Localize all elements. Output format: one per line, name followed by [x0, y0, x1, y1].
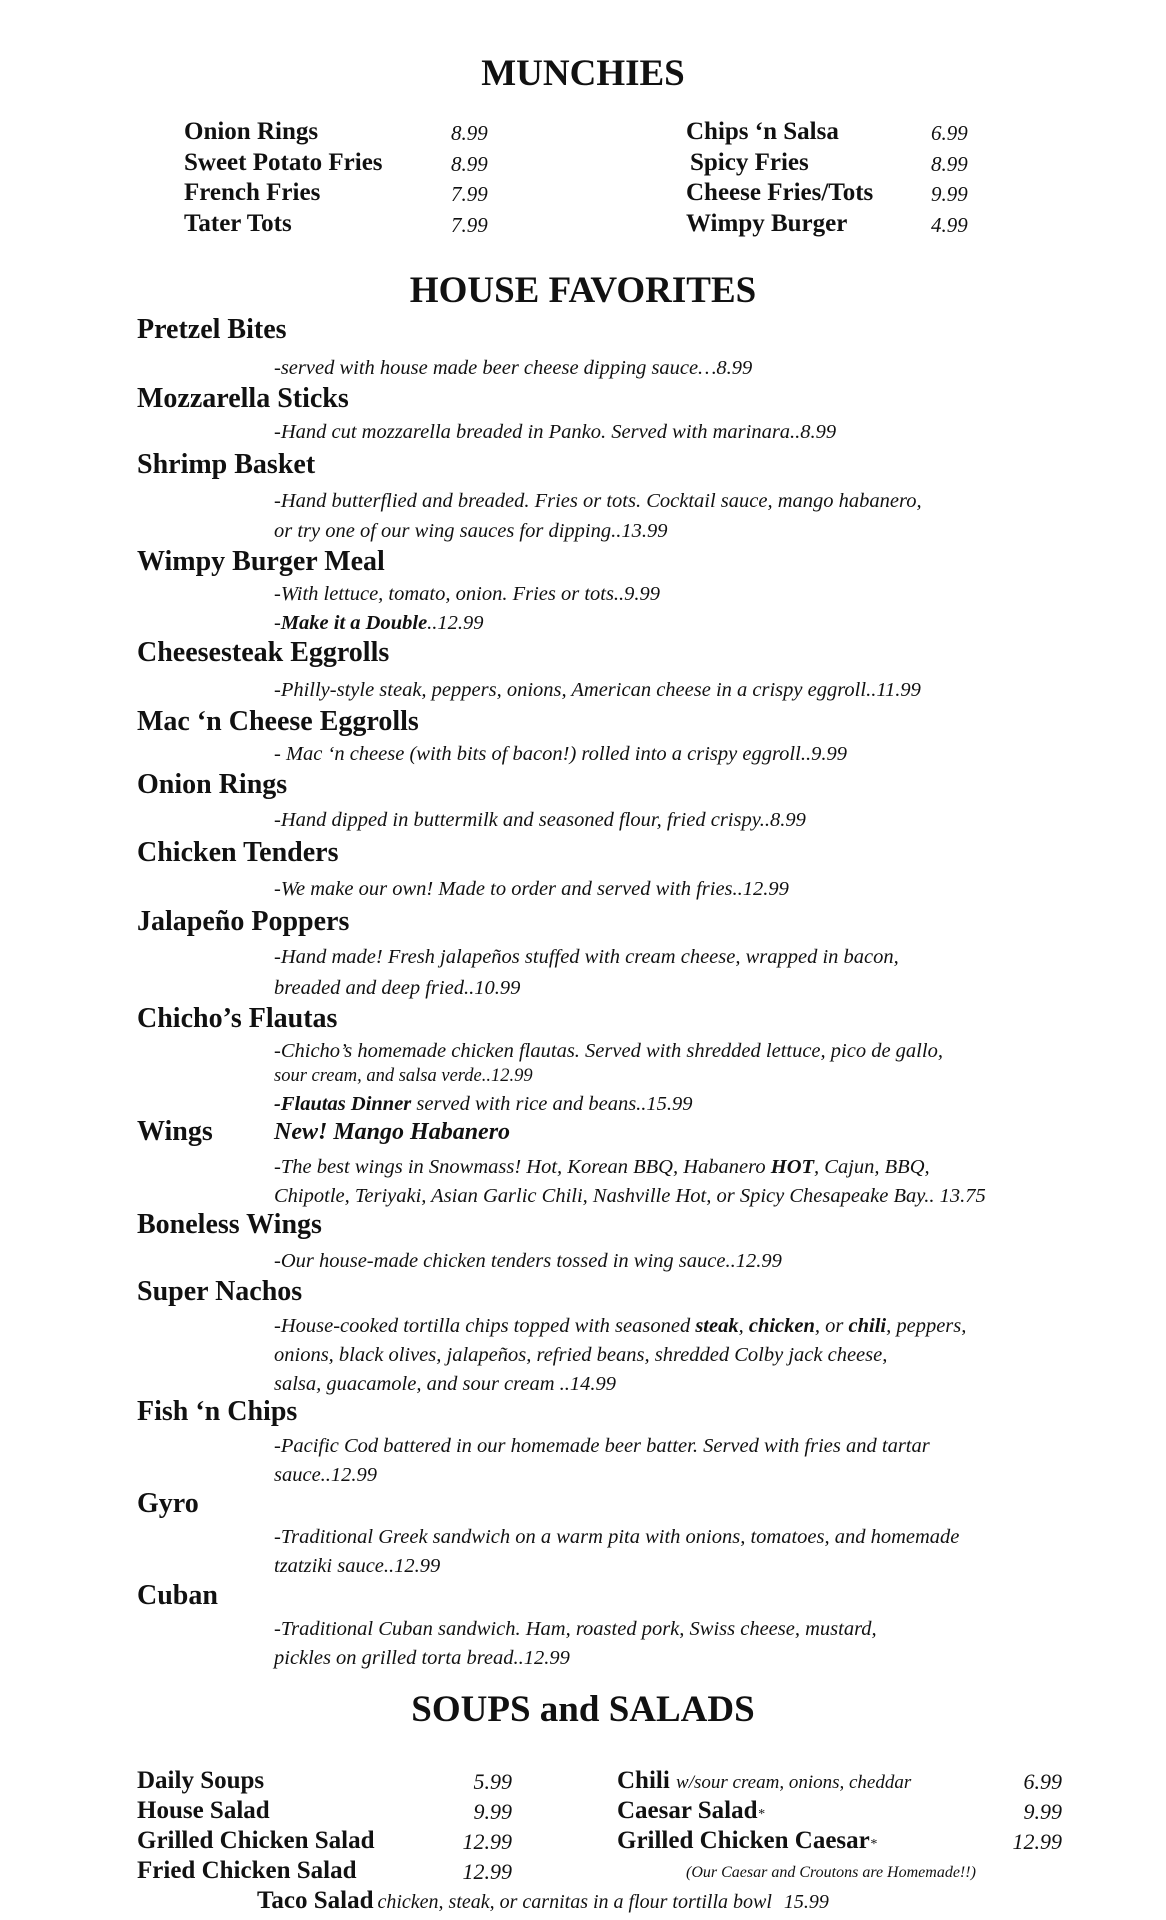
item-name-pretzel-bites: Pretzel Bites [137, 314, 287, 345]
item-name-wings: Wings [137, 1116, 213, 1147]
menu-item-price: 7.99 [451, 213, 488, 237]
menu-item-price: 5.99 [473, 1769, 512, 1794]
item-desc: -Make it a Double..12.99 [274, 612, 484, 634]
item-desc: -served with house made beer cheese dipping sauce…8.99 [274, 357, 753, 379]
menu-item-price: 4.99 [931, 213, 968, 237]
asterisk-mark: * [869, 1837, 877, 1852]
item-desc: -With lettuce, tomato, onion. Fries or tots..9.99 [274, 583, 661, 605]
item-desc: -Traditional Cuban sandwich. Ham, roasted pork, Swiss cheese, mustard, [274, 1618, 877, 1640]
item-name-cheesesteak-eggrolls: Cheesesteak Eggrolls [137, 637, 390, 668]
menu-item-price: 9.99 [473, 1799, 512, 1824]
item-desc-bold: steak [695, 1315, 739, 1337]
menu-item-price: 8.99 [451, 121, 488, 145]
item-name-fish-n-chips: Fish ‘n Chips [137, 1396, 298, 1427]
menu-item-name: Sweet Potato Fries [184, 149, 383, 176]
item-desc: -Traditional Greek sandwich on a warm pita with onions, tomatoes, and homemade [274, 1526, 960, 1548]
item-desc: -We make our own! Made to order and served with fries..12.99 [274, 878, 789, 900]
munchies-title: MUNCHIES [481, 53, 685, 94]
item-desc: -Hand cut mozzarella breaded in Panko. Served with marinara..8.99 [274, 421, 837, 443]
item-desc-bold: HOT [770, 1156, 815, 1178]
item-desc: -Hand butterflied and breaded. Fries or tots. Cocktail sauce, mango habanero, [274, 490, 922, 512]
menu-item-name [617, 1797, 765, 1825]
menu-item-name: Chips ‘n Salsa [686, 118, 839, 145]
item-desc-part: , Cajun, BBQ, [814, 1156, 930, 1178]
item-name-mac-n-cheese-eggrolls: Mac ‘n Cheese Eggrolls [137, 706, 419, 737]
item-desc-rest: ..12.99 [427, 612, 484, 634]
item-desc-rest: served with rice and beans..15.99 [411, 1093, 693, 1115]
item-desc: -Philly-style steak, peppers, onions, American cheese in a crispy eggroll..11.99 [274, 679, 921, 701]
item-desc-part: -The best wings in Snowmass! Hot, Korean BBQ, Habanero [274, 1156, 771, 1178]
item-desc-bold: -Flautas Dinner [274, 1093, 412, 1115]
chili-note: w/sour cream, onions, cheddar [676, 1772, 912, 1793]
item-name-mozzarella-sticks: Mozzarella Sticks [137, 383, 349, 414]
menu-item-price: 12.99 [1012, 1829, 1062, 1854]
chili-name: Chili [617, 1767, 670, 1794]
menu-item-name: Fried Chicken Salad [137, 1857, 357, 1884]
item-desc [274, 1093, 693, 1116]
house-favorites-title: HOUSE FAVORITES [409, 270, 757, 311]
menu-item-price: 9.99 [931, 182, 968, 206]
menu-item-name: Daily Soups [137, 1767, 265, 1794]
item-desc: pickles on grilled torta bread..12.99 [274, 1647, 570, 1669]
item-desc-part: -House-cooked tortilla chips topped with seasoned [274, 1315, 696, 1337]
item-desc: breaded and deep fried..10.99 [274, 977, 521, 999]
caesar-note: (Our Caesar and Croutons are Homemade!!) [686, 1864, 976, 1881]
menu-item-price: 6.99 [1023, 1769, 1062, 1794]
item-name-chicken-tenders: Chicken Tenders [137, 837, 339, 868]
item-desc: -Hand dipped in buttermilk and seasoned flour, fried crispy..8.99 [274, 809, 806, 831]
menu-item-price: 7.99 [451, 182, 488, 206]
menu-item-price: 6.99 [931, 121, 968, 145]
item-desc: onions, black olives, jalapeños, refried beans, shredded Colby jack cheese, [274, 1344, 888, 1366]
menu-item-name: Spicy Fries [690, 149, 809, 176]
item-desc: sauce..12.99 [274, 1464, 378, 1486]
menu-item-name: Wimpy Burger [686, 210, 848, 237]
menu-item-name: Grilled Chicken Salad [137, 1827, 375, 1854]
item-name-cuban: Cuban [137, 1580, 218, 1611]
menu-item-name: French Fries [184, 179, 321, 206]
item-desc: or try one of our wing sauces for dipping..13.99 [274, 520, 668, 542]
item-name-shrimp-basket: Shrimp Basket [137, 449, 316, 480]
item-desc: salsa, guacamole, and sour cream ..14.99 [274, 1373, 617, 1395]
item-desc: -Pacific Cod battered in our homemade beer batter. Served with fries and tartar [274, 1435, 930, 1457]
menu-item-price: 12.99 [462, 1859, 512, 1884]
item-desc-part: , [738, 1315, 749, 1337]
menu-item-name: Tater Tots [184, 210, 292, 237]
item-name-chichos-flautas: Chicho’s Flautas [137, 1003, 338, 1034]
caesar-name: Caesar Salad [617, 1797, 758, 1824]
menu-item-name [617, 1767, 911, 1795]
item-desc-part: , peppers, [886, 1315, 967, 1337]
item-desc: - Mac ‘n cheese (with bits of bacon!) rolled into a crispy eggroll..9.99 [274, 743, 847, 765]
item-name-gyro: Gyro [137, 1488, 199, 1519]
menu-item-name [617, 1827, 877, 1855]
item-name-super-nachos: Super Nachos [137, 1276, 303, 1307]
taco-salad-desc: chicken, steak, or carnitas in a flour tortilla bowl [377, 1891, 772, 1913]
taco-salad-line [257, 1887, 829, 1915]
menu-item-name: Onion Rings [184, 118, 319, 145]
item-desc-bold: chicken [748, 1315, 815, 1337]
grilled-caesar-name: Grilled Chicken Caesar [617, 1827, 870, 1854]
taco-salad-name: Taco Salad [257, 1887, 374, 1914]
item-desc: sour cream, and salsa verde..12.99 [274, 1066, 533, 1086]
item-desc-part: , or [814, 1315, 849, 1337]
menu-item-price: 8.99 [451, 152, 488, 176]
wings-new-flavor: New! Mango Habanero [274, 1119, 511, 1145]
item-desc [274, 1315, 966, 1338]
item-desc: Chipotle, Teriyaki, Asian Garlic Chili, Nashville Hot, or Spicy Chesapeake Bay.. 13.75 [274, 1185, 986, 1207]
item-name-onion-rings: Onion Rings [137, 769, 288, 800]
item-name-wimpy-burger-meal: Wimpy Burger Meal [137, 546, 385, 577]
menu-item-price: 8.99 [931, 152, 968, 176]
item-desc: tzatziki sauce..12.99 [274, 1555, 441, 1577]
soups-salads-title: SOUPS and SALADS [411, 1689, 755, 1730]
item-desc: -Our house-made chicken tenders tossed in wing sauce..12.99 [274, 1250, 782, 1272]
menu-item-price: 9.99 [1023, 1799, 1062, 1824]
item-desc: -Chicho’s homemade chicken flautas. Served with shredded lettuce, pico de gallo, [274, 1040, 943, 1062]
menu-item-price: 12.99 [462, 1829, 512, 1854]
item-desc: -Hand made! Fresh jalapeños stuffed with cream cheese, wrapped in bacon, [274, 946, 899, 968]
item-desc-bold: chili [848, 1315, 887, 1337]
item-desc-bold: Make it a Double [280, 612, 428, 634]
menu-item-name: Cheese Fries/Tots [686, 179, 874, 206]
item-name-boneless-wings: Boneless Wings [137, 1209, 322, 1240]
item-desc [274, 1156, 930, 1179]
asterisk-mark: * [757, 1807, 765, 1822]
taco-salad-price: 15.99 [783, 1891, 829, 1913]
item-name-jalapeno-poppers: Jalapeño Poppers [137, 906, 350, 937]
menu-item-name: House Salad [137, 1797, 270, 1824]
